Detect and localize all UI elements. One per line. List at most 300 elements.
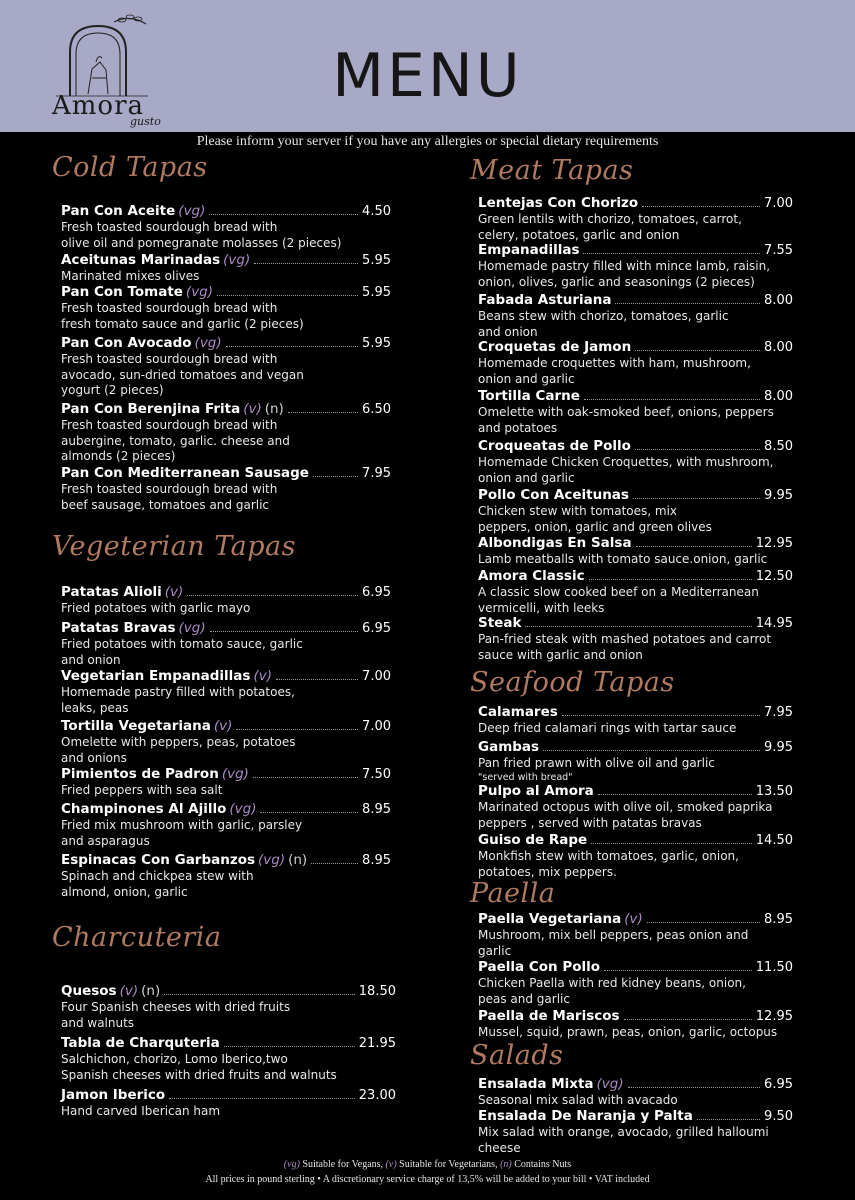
description-line: and onion	[478, 324, 538, 339]
item-name: Patatas Alioli	[61, 584, 162, 600]
leader-dots	[636, 546, 752, 547]
menu-item-aceitunas-marinadas	[61, 252, 391, 285]
item-description	[478, 356, 793, 387]
description-line: onion and garlic	[478, 371, 575, 386]
leader-dots	[635, 449, 760, 450]
item-name-row	[61, 1035, 396, 1052]
diet-tag: (vg)	[229, 801, 257, 817]
description-line: almond, onion, garlic	[61, 884, 188, 899]
item-description	[478, 632, 793, 663]
item-description	[61, 637, 391, 668]
menu-item-amora-classic	[478, 568, 793, 616]
item-name: Paella Con Pollo	[478, 959, 601, 975]
leader-dots	[224, 1046, 355, 1047]
item-description	[478, 212, 793, 243]
item-description	[478, 455, 793, 486]
leader-dots	[313, 476, 358, 477]
menu-item-paella-con-pollo	[478, 959, 793, 1007]
diet-legend	[0, 1159, 855, 1170]
item-note: "served with bread"	[478, 771, 573, 783]
menu-item-paella-vegetariana	[478, 911, 793, 959]
legend-n-text: Contains Nuts	[511, 1159, 572, 1170]
leader-dots	[635, 350, 760, 351]
diet-tag: (v)	[624, 911, 643, 927]
menu-item-lentejas-con-chorizo	[478, 195, 793, 243]
description-line: Omelette with oak-smoked beef, onions, peppers	[478, 405, 774, 419]
menu-item-steak	[478, 615, 793, 663]
section-title-vegetarian-tapas: Vegeterian Tapas	[52, 531, 296, 562]
description-line: Mussel, squid, prawn, peas, onion, garlic, octopus	[478, 1025, 778, 1039]
item-name: Pan Con Avocado	[61, 335, 192, 351]
item-name-row	[61, 252, 391, 269]
leader-dots	[584, 399, 760, 400]
item-name: Amora Classic	[478, 568, 585, 584]
item-name-row	[478, 568, 793, 585]
item-name-row	[61, 1087, 396, 1104]
item-name-row	[478, 242, 793, 259]
description-line: aubergine, tomato, garlic. cheese and	[61, 433, 290, 448]
description-line: onion and garlic	[478, 470, 575, 485]
item-description	[61, 1052, 396, 1083]
diet-tag: (vg)	[596, 1076, 624, 1092]
item-price: 14.50	[755, 833, 793, 848]
leader-dots	[276, 679, 358, 680]
description-line: Marinated octopus with olive oil, smoked paprika	[478, 800, 773, 814]
item-description	[61, 269, 391, 285]
leader-dots	[697, 1119, 760, 1120]
item-name: Pan Con Mediterranean Sausage	[61, 465, 309, 481]
item-name: Pulpo al Amora	[478, 783, 594, 799]
item-name-row	[478, 388, 793, 405]
item-description	[478, 552, 793, 568]
price-notice: All prices in pound sterling • A discretionary service charge of 13,5% will be added to your bill • VAT included	[205, 1174, 650, 1185]
description-line: and walnuts	[61, 1015, 135, 1030]
description-line: Fresh toasted sourdough bread with	[61, 482, 278, 496]
description-line: Fresh toasted sourdough bread with	[61, 301, 278, 315]
menu-item-champinones-al-ajillo	[61, 801, 391, 849]
description-line: Spinach and chickpea stew with	[61, 869, 254, 883]
item-name-row	[478, 195, 793, 212]
leader-dots	[591, 843, 752, 844]
item-price: 4.50	[362, 204, 391, 219]
menu-item-pan-con-avocado	[61, 335, 391, 399]
legend-v-tag: (v)	[385, 1159, 397, 1170]
description-line: peas and garlic	[478, 991, 570, 1006]
description-line: Fresh toasted sourdough bread with	[61, 418, 278, 432]
leader-dots	[236, 729, 358, 730]
description-line: Deep fried calamari rings with tartar sauce	[478, 721, 737, 735]
description-line: celery, potatoes, garlic and onion	[478, 227, 680, 242]
item-name-row	[478, 438, 793, 455]
item-description	[478, 849, 793, 880]
item-name: Pan Con Berenjina Frita	[61, 401, 241, 417]
description-line: Lamb meatballs with tomato sauce.onion, garlic	[478, 552, 768, 566]
leader-dots	[628, 1087, 760, 1088]
description-line: Seasonal mix salad with avacado	[478, 1093, 678, 1107]
description-line: Fried peppers with sea salt	[61, 783, 223, 797]
item-name-row	[61, 668, 391, 685]
description-line: Fried potatoes with garlic mayo	[61, 601, 251, 615]
diet-tag: (vg)	[178, 203, 206, 219]
description-line: cheese	[478, 1140, 521, 1155]
menu-item-croqueatas-de-pollo	[478, 438, 793, 486]
item-price: 9.50	[764, 1109, 793, 1124]
item-price: 6.95	[362, 621, 391, 636]
item-price: 7.50	[362, 767, 391, 782]
item-name-row	[478, 783, 793, 800]
description-line: Fresh toasted sourdough bread with	[61, 220, 278, 234]
item-price: 23.00	[358, 1088, 396, 1103]
description-line: and potatoes	[478, 420, 558, 435]
item-name: Quesos	[61, 983, 117, 999]
item-name: Paella de Mariscos	[478, 1008, 620, 1024]
menu-item-patatas-alioli	[61, 584, 391, 617]
item-name-row	[61, 335, 391, 352]
leader-dots	[598, 794, 752, 795]
item-name: Gambas	[478, 739, 540, 755]
leader-dots	[525, 626, 751, 627]
description-line: Pan-fried steak with mashed potatoes and carrot	[478, 632, 772, 646]
item-name-row	[478, 911, 793, 928]
item-description	[478, 928, 793, 959]
item-name-row	[61, 801, 391, 818]
item-name: Croqueatas de Pollo	[478, 438, 631, 454]
diet-tag: (v)	[119, 983, 139, 999]
diet-tag: (vg)	[194, 335, 222, 351]
item-name-row	[61, 718, 391, 735]
item-name-row	[61, 766, 391, 783]
description-line: Marinated mixes olives	[61, 269, 200, 283]
leader-dots	[169, 1098, 355, 1099]
leader-dots	[562, 715, 760, 716]
menu-item-espinacas-con-garbanzos	[61, 852, 391, 900]
description-line: Pan fried prawn with olive oil and garlic	[478, 756, 715, 770]
menu-item-pan-con-aceite	[61, 203, 391, 251]
description-line: Homemade Chicken Croquettes, with mushroom,	[478, 455, 774, 469]
description-line: yogurt (2 pieces)	[61, 383, 164, 397]
item-description	[61, 685, 391, 716]
menu-item-fabada-asturiana	[478, 292, 793, 340]
menu-item-calamares	[478, 704, 793, 737]
menu-item-tortilla-vegetariana	[61, 718, 391, 766]
item-name: Tortilla Vegetariana	[61, 718, 211, 734]
item-description	[478, 259, 793, 290]
menu-item-albondigas-en-salsa	[478, 535, 793, 568]
allergy-notice: Please inform your server if you have any allergies or special dietary requirements	[196, 134, 659, 149]
section-title-paella: Paella	[470, 878, 556, 909]
description-line: sauce with garlic and onion	[478, 647, 643, 662]
diet-tag: (v)	[213, 718, 233, 734]
menu-item-croquetas-de-jamon	[478, 339, 793, 387]
leader-dots	[226, 346, 358, 347]
menu-item-empanadillas	[478, 242, 793, 290]
leader-dots	[164, 994, 355, 995]
item-description	[61, 869, 391, 900]
item-price: 8.95	[362, 802, 391, 817]
item-name: Jamon Iberico	[61, 1087, 166, 1103]
menu-item-tortilla-carne	[478, 388, 793, 436]
legend-n-tag: (n)	[500, 1159, 512, 1170]
item-name-row	[478, 739, 793, 756]
item-name-row	[61, 620, 391, 637]
item-price: 5.95	[362, 253, 391, 268]
logo-subtext: gusto	[130, 115, 161, 128]
description-line: garlic	[478, 943, 512, 958]
item-name: Tortilla Carne	[478, 388, 580, 404]
diet-tag: (vg)	[178, 620, 206, 636]
diet-tag: (v)	[243, 401, 262, 417]
item-name: Albondigas En Salsa	[478, 535, 632, 551]
item-price: 21.95	[358, 1036, 396, 1051]
item-description	[478, 1125, 793, 1156]
item-price: 8.00	[764, 293, 793, 308]
item-name-row	[478, 535, 793, 552]
description-line: Beans stew with chorizo, tomatoes, garlic	[478, 309, 729, 323]
item-name-row	[478, 615, 793, 632]
description-line: and asparagus	[61, 833, 150, 848]
nuts-tag: (n)	[288, 852, 308, 868]
menu-item-pulpo-al-amora	[478, 783, 793, 831]
section-title-charcuteria: Charcuteria	[52, 922, 222, 953]
item-description	[61, 418, 391, 465]
item-name: Paella Vegetariana	[478, 911, 622, 927]
item-name: Ensalada Mixta	[478, 1076, 594, 1092]
description-line: olive oil and pomegranate molasses (2 pieces)	[61, 235, 342, 250]
item-name-row	[478, 704, 793, 721]
item-description	[61, 352, 391, 399]
legend-vg-tag: (vg)	[283, 1159, 300, 1170]
item-description	[478, 976, 793, 1007]
description-line: Spanish cheeses with dried fruits and walnuts	[61, 1067, 337, 1082]
item-price: 12.50	[755, 569, 793, 584]
item-name-row	[478, 292, 793, 309]
description-line: Homemade pastry filled with potatoes,	[61, 685, 295, 699]
menu-item-pan-con-berenjina-frita	[61, 401, 391, 465]
description-line: Hand carved Iberican ham	[61, 1104, 221, 1118]
menu-item-patatas-bravas	[61, 620, 391, 668]
menu-header	[0, 0, 855, 132]
leader-dots	[615, 303, 760, 304]
item-price: 14.95	[755, 616, 793, 631]
leader-dots	[209, 214, 358, 215]
description-line: Chicken stew with tomatoes, mix	[478, 504, 678, 518]
item-name: Ensalada De Naranja y Palta	[478, 1108, 693, 1124]
page-title: MENU	[332, 41, 523, 111]
description-line: Fried mix mushroom with garlic, parsley	[61, 818, 303, 832]
item-price: 8.95	[764, 912, 793, 927]
item-price: 13.50	[755, 784, 793, 799]
description-line: Chicken Paella with red kidney beans, onion,	[478, 976, 746, 990]
item-name: Calamares	[478, 704, 558, 720]
nuts-tag: (n)	[141, 983, 161, 999]
item-price: 6.95	[764, 1077, 793, 1092]
item-description	[61, 1104, 396, 1120]
item-name-row	[61, 203, 391, 220]
description-line: Mix salad with orange, avocado, grilled halloumi	[478, 1125, 769, 1139]
item-price: 6.95	[362, 585, 391, 600]
item-description	[61, 482, 391, 513]
legend-vg-text: Suitable for Vegans,	[299, 1159, 386, 1170]
item-price: 7.00	[362, 719, 391, 734]
menu-item-vegetarian-empanadillas	[61, 668, 391, 716]
item-name: Empanadillas	[478, 242, 580, 258]
item-name: Steak	[478, 615, 522, 631]
description-line: A classic slow cooked beef on a Mediterranean	[478, 585, 759, 599]
legend-v-text: Suitable for Vegetarians,	[396, 1159, 501, 1170]
description-line: Four Spanish cheeses with dried fruits	[61, 1000, 291, 1014]
leader-dots	[210, 631, 358, 632]
leader-dots	[253, 777, 358, 778]
item-price: 5.95	[362, 285, 391, 300]
description-line: Homemade croquettes with ham, mushroom,	[478, 356, 751, 370]
item-description	[61, 783, 391, 799]
item-name-row	[478, 1076, 793, 1093]
menu-item-pollo-con-aceitunas	[478, 487, 793, 535]
item-name-row	[478, 832, 793, 849]
menu-item-pan-con-mediterranean-sausage	[61, 465, 391, 513]
nuts-tag: (n)	[264, 401, 284, 417]
item-price: 8.95	[362, 853, 391, 868]
section-title-meat-tapas: Meat Tapas	[470, 155, 634, 186]
leader-dots	[260, 812, 358, 813]
item-description	[478, 585, 793, 616]
description-line: fresh tomato sauce and garlic (2 pieces)	[61, 316, 304, 331]
item-name-row	[61, 401, 391, 418]
leader-dots	[311, 863, 358, 864]
item-name: Vegetarian Empanadillas	[61, 668, 251, 684]
item-description	[478, 405, 793, 436]
leader-dots	[642, 206, 760, 207]
description-line: peppers , served with patatas bravas	[478, 815, 702, 830]
section-title-seafood-tapas: Seafood Tapas	[470, 667, 675, 698]
description-line: almonds (2 pieces)	[61, 449, 176, 463]
description-line: onion, olives, garlic and seasonings (2 pieces)	[478, 274, 755, 289]
item-description	[478, 756, 793, 784]
item-price: 12.95	[755, 536, 793, 551]
diet-tag: (vg)	[221, 766, 249, 782]
item-name: Espinacas Con Garbanzos	[61, 852, 256, 868]
description-line: Green lentils with chorizo, tomatoes, carrot,	[478, 212, 742, 226]
item-description	[61, 818, 391, 849]
item-price: 18.50	[358, 984, 396, 999]
item-description	[61, 220, 391, 251]
menu-item-ensalada-mixta	[478, 1076, 793, 1109]
item-name-row	[61, 584, 391, 601]
description-line: Fried potatoes with tomato sauce, garlic	[61, 637, 303, 651]
item-price: 7.00	[362, 669, 391, 684]
item-price: 8.00	[764, 389, 793, 404]
description-line: potatoes, mix peppers.	[478, 864, 617, 879]
diet-tag: (vg)	[185, 284, 214, 300]
item-name-row	[478, 1108, 793, 1125]
item-price: 7.00	[764, 196, 793, 211]
menu-item-pan-con-tomate	[61, 284, 391, 332]
item-name: Pan Con Aceite	[61, 203, 176, 219]
description-line: Mushroom, mix bell peppers, peas onion and	[478, 928, 749, 942]
item-description	[478, 309, 793, 340]
item-price: 12.95	[755, 1009, 793, 1024]
diet-tag: (v)	[253, 668, 272, 684]
description-line: leaks, peas	[61, 700, 129, 715]
item-name: Lentejas Con Chorizo	[478, 195, 639, 211]
item-price: 9.95	[764, 488, 793, 503]
item-name: Guiso de Rape	[478, 832, 588, 848]
item-name: Pollo Con Aceitunas	[478, 487, 629, 503]
diet-tag: (vg)	[258, 852, 286, 868]
item-price: 7.95	[764, 705, 793, 720]
item-name-row	[61, 852, 391, 869]
leader-dots	[589, 579, 752, 580]
item-price: 8.00	[764, 340, 793, 355]
item-name-row	[61, 465, 391, 482]
item-name-row	[61, 983, 396, 1000]
menu-item-jamon-iberico	[61, 1087, 396, 1120]
menu-item-gambas	[478, 739, 793, 784]
description-line: beef sausage, tomatoes and garlic	[61, 497, 270, 512]
diet-tag: (vg)	[223, 252, 251, 268]
description-line: Salchichon, chorizo, Lomo Iberico,two	[61, 1052, 288, 1066]
description-line: vermicelli, with leeks	[478, 600, 605, 615]
leader-dots	[647, 922, 760, 923]
description-line: Fresh toasted sourdough bread with	[61, 352, 278, 366]
item-price: 7.55	[764, 243, 793, 258]
item-name: Pan Con Tomate	[61, 284, 183, 300]
item-description	[61, 301, 391, 332]
menu-item-paella-de-mariscos	[478, 1008, 793, 1041]
menu-item-quesos	[61, 983, 396, 1031]
description-line: and onion	[61, 652, 121, 667]
item-price: 11.50	[755, 960, 793, 975]
leader-dots	[604, 970, 752, 971]
item-name: Tabla de Charquteria	[61, 1035, 220, 1051]
leader-dots	[624, 1019, 752, 1020]
leader-dots	[254, 263, 358, 264]
leader-dots	[583, 253, 760, 254]
item-name: Aceitunas Marinadas	[61, 252, 221, 268]
item-description	[478, 1093, 793, 1109]
description-line: Omelette with peppers, peas, potatoes	[61, 735, 296, 749]
description-line: peppers, onion, garlic and green olives	[478, 519, 712, 534]
leader-dots	[633, 498, 760, 499]
description-line: Homemade pastry filled with mince lamb, raisin,	[478, 259, 771, 273]
description-line: avocado, sun-dried tomatoes and vegan	[61, 367, 304, 382]
item-name-row	[61, 284, 391, 301]
item-price: 8.50	[764, 439, 793, 454]
menu-item-ensalada-de-naranja-y-palta	[478, 1108, 793, 1156]
item-price: 5.95	[362, 336, 391, 351]
item-description	[61, 601, 391, 617]
menu-item-guiso-de-rape	[478, 832, 793, 880]
leader-dots	[187, 595, 358, 596]
menu-item-pimientos-de-padron	[61, 766, 391, 799]
item-description	[61, 1000, 396, 1031]
section-title-cold-tapas: Cold Tapas	[52, 152, 208, 183]
item-name-row	[478, 487, 793, 504]
menu-item-tabla-de-charquteria	[61, 1035, 396, 1083]
item-description	[478, 721, 793, 737]
item-description	[478, 800, 793, 831]
item-description	[61, 735, 391, 766]
section-title-salads: Salads	[470, 1040, 564, 1071]
item-price: 7.95	[362, 466, 391, 481]
item-price: 6.50	[362, 402, 391, 417]
item-name-row	[478, 339, 793, 356]
description-line: Monkfish stew with tomatoes, garlic, onion,	[478, 849, 739, 863]
item-description	[478, 504, 793, 535]
item-name: Patatas Bravas	[61, 620, 176, 636]
item-name: Croquetas de Jamon	[478, 339, 632, 355]
item-price: 9.95	[764, 740, 793, 755]
